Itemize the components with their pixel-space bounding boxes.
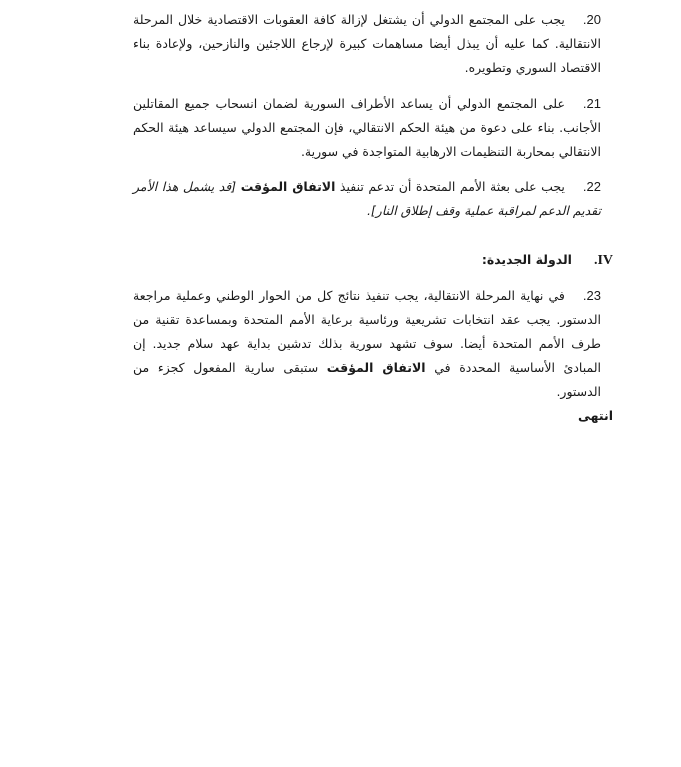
interim-agreement-term: الاتفاق المؤقت bbox=[326, 360, 426, 375]
paragraph-21 bbox=[133, 92, 601, 164]
paragraph-text: يجب على بعثة الأمم المتحدة أن تدعم تنفيذ bbox=[335, 179, 565, 194]
end-mark: انتهى bbox=[578, 408, 613, 423]
paragraph-text: على المجتمع الدولي أن يساعد الأطراف السورية لضمان انسحاب جميع المقاتلين الأجانب. بناء على دعوة من هيئة الحكم الانتقالي، فإن المجتمع الدولي سيساعد هيئة الحكم الانتقالي بمحاربة التنظيمات الارهابية المتواجدة في سورية. bbox=[133, 96, 601, 159]
section-title: الدولة الجديدة: bbox=[481, 252, 572, 267]
paragraph-text-end: ستبقى سارية المفعول كجزء من الدستور. bbox=[133, 360, 601, 399]
paragraph-text: في نهاية المرحلة الانتقالية، يجب تنفيذ نتائج كل من الحوار الوطني وعملية مراجعة الدستور. يجب عقد انتخابات تشريعية ورئاسية برعاية الأمم المتحدة وبمساعدة تقنية من طرف الأمم المتحدة أيضا. سوف تشهد سورية بذلك تدشين بداية عهد سلام جديد. إن المبادئ الأساسية المحددة في bbox=[133, 288, 601, 375]
paragraph-number: 22. bbox=[582, 179, 602, 194]
paragraph-22 bbox=[133, 175, 601, 223]
section-heading bbox=[482, 252, 613, 269]
paragraph-text: يجب على المجتمع الدولي أن يشتغل لإزالة كافة العقوبات الاقتصادية خلال المرحلة الانتقالية. كما عليه أن يبذل أيضا مساهمات كبيرة لإرجاع اللاجئين والنازحين، ولإعادة بناء الاقتصاد السوري وتطويره. bbox=[133, 12, 601, 75]
paragraph-number: 21. bbox=[582, 96, 601, 111]
interim-agreement-term: الاتفاق المؤقت bbox=[240, 179, 336, 194]
paragraph-20 bbox=[133, 8, 601, 80]
paragraph-number: 20. bbox=[582, 12, 601, 27]
paragraph-23 bbox=[133, 284, 601, 404]
paragraph-number: 23. bbox=[582, 288, 601, 303]
bracketed-note: [قد يشمل هذا الأمر تقديم الدعم لمراقبة عملية وقف إطلاق النار]. bbox=[133, 179, 601, 218]
section-number: IV. bbox=[593, 253, 613, 268]
